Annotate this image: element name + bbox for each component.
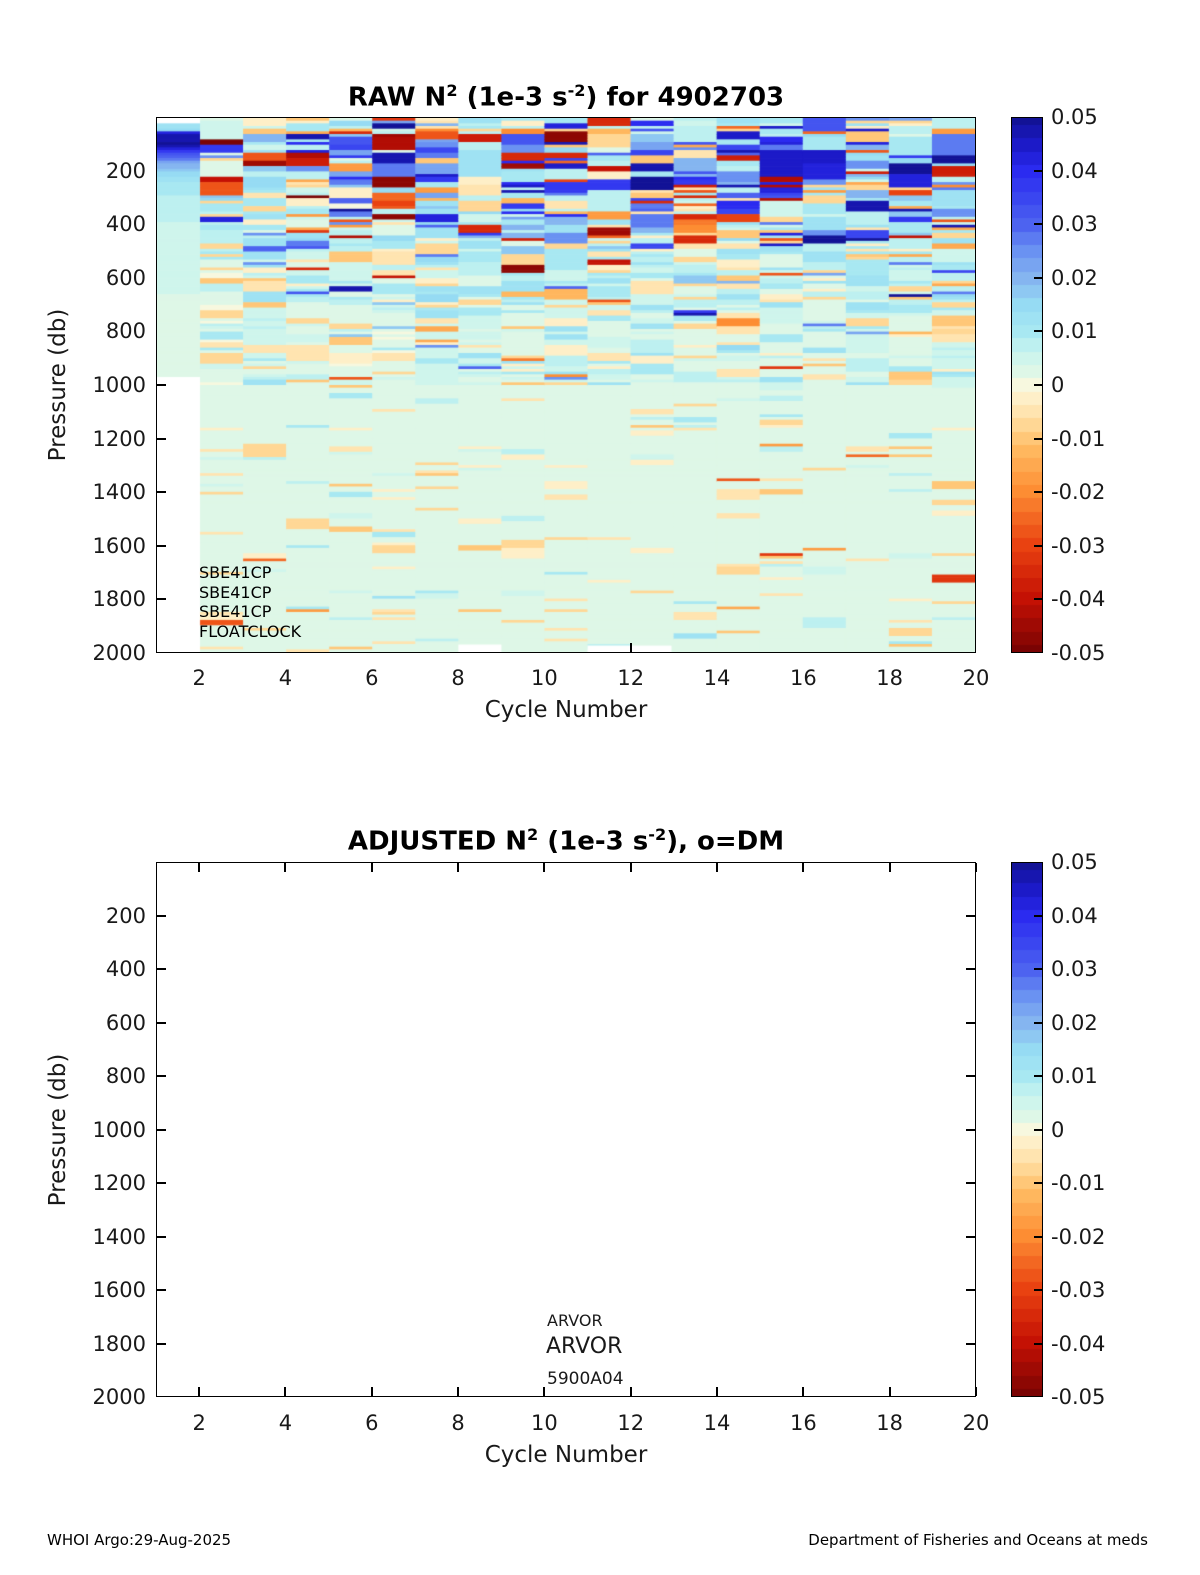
colorbar-tick — [1034, 1289, 1042, 1291]
colorbar-tick-label: 0.05 — [1051, 105, 1098, 129]
y-tick-label: 800 — [105, 319, 146, 344]
x-tick-label: 18 — [876, 666, 904, 690]
footer-left-credit: WHOI Argo:29-Aug-2025 — [47, 1531, 232, 1549]
axis-tick — [966, 1075, 975, 1077]
axis-tick — [457, 863, 459, 872]
y-tick-label: 200 — [105, 158, 146, 183]
axis-tick — [284, 863, 286, 872]
colorbar-tick-label: 0.04 — [1051, 903, 1098, 928]
colorbar-tick-label: 0.04 — [1051, 158, 1098, 183]
annotation-line: SBE41CP — [199, 582, 272, 602]
colorbar-tick-label: 0.02 — [1051, 265, 1098, 290]
colorbar-tick-label: 0.02 — [1051, 1010, 1098, 1035]
adjusted-float-type-small: ARVOR — [547, 1311, 603, 1330]
colorbar-tick — [1034, 438, 1042, 440]
axis-tick — [157, 384, 166, 386]
colorbar-tick — [1034, 915, 1042, 917]
axis-tick — [966, 1022, 975, 1024]
axis-tick — [975, 1387, 977, 1396]
adjusted-chart-title — [156, 820, 976, 857]
axis-tick — [966, 1129, 975, 1131]
colorbar-tick-label: 0.03 — [1051, 212, 1098, 237]
colorbar-tick-label: -0.01 — [1051, 426, 1106, 451]
title-text: (1e-3 s — [457, 82, 568, 113]
x-tick-label: 6 — [365, 1411, 379, 1435]
axis-tick — [543, 1387, 545, 1396]
colorbar-tick — [1034, 1129, 1042, 1131]
axis-tick — [716, 863, 718, 872]
colorbar-tick — [1034, 223, 1042, 225]
y-tick-label: 1600 — [92, 1278, 146, 1302]
axis-tick — [157, 1182, 166, 1184]
y-tick-label: 400 — [105, 212, 146, 237]
colorbar-tick — [1034, 384, 1042, 386]
axis-tick — [457, 1387, 459, 1396]
x-tick-label: 16 — [789, 1411, 817, 1435]
x-tick-label: 18 — [876, 1411, 904, 1435]
colorbar-tick — [1034, 1343, 1042, 1345]
adjusted-float-type-large: ARVOR — [546, 1334, 623, 1359]
axis-tick — [157, 1289, 166, 1291]
annotation-line: SBE41CP — [199, 602, 272, 621]
y-tick-label: 1000 — [92, 373, 146, 397]
axis-tick — [543, 863, 545, 872]
raw-x-axis-label: Cycle Number — [484, 697, 648, 723]
colorbar-tick-label: -0.05 — [1051, 641, 1106, 665]
raw-chart-title — [156, 76, 976, 113]
axis-tick — [157, 1022, 166, 1024]
axis-tick — [966, 915, 975, 917]
colorbar-tick-label: -0.04 — [1051, 1331, 1106, 1356]
x-tick-label: 20 — [962, 666, 990, 690]
axis-tick — [157, 545, 166, 547]
colorbar-tick — [1034, 1182, 1042, 1184]
axis-tick — [975, 863, 977, 872]
axis-tick — [966, 1182, 975, 1184]
title-text: RAW N — [347, 82, 447, 113]
title-text: ADJUSTED N — [347, 826, 527, 857]
adjusted-x-axis-label: Cycle Number — [484, 1442, 648, 1468]
x-tick-label: 12 — [617, 1411, 645, 1435]
y-tick-label: 1000 — [92, 1117, 146, 1142]
axis-tick — [371, 1387, 373, 1396]
x-tick-label: 4 — [278, 666, 293, 690]
colorbar-tick-label: -0.05 — [1051, 1385, 1106, 1409]
colorbar-tick — [1034, 1236, 1042, 1238]
x-tick-label: 10 — [531, 1411, 558, 1435]
x-tick-label: 2 — [192, 666, 206, 690]
axis-tick — [371, 863, 373, 872]
axis-tick — [157, 438, 166, 440]
title-text: (1e-3 s — [538, 826, 649, 857]
colorbar-tick — [1034, 545, 1042, 547]
y-tick-label: 2000 — [92, 1385, 146, 1409]
annotation-line: FLOATCLOCK — [199, 621, 302, 641]
x-tick-label: 6 — [365, 666, 379, 690]
annotation-line: SBE41CP — [199, 563, 272, 582]
x-tick-label: 16 — [789, 666, 817, 690]
x-tick-label: 2 — [192, 1411, 206, 1435]
colorbar-tick — [1034, 491, 1042, 493]
axis-tick — [157, 598, 166, 600]
y-tick-label: 600 — [105, 265, 146, 290]
raw-sensor-annotations — [199, 563, 301, 641]
x-tick-label: 10 — [531, 666, 558, 690]
colorbar-tick — [1034, 968, 1042, 970]
colorbar-tick-label: -0.03 — [1051, 533, 1106, 558]
axis-tick — [630, 643, 632, 652]
axis-tick — [966, 1343, 975, 1345]
y-tick-label: 200 — [105, 903, 146, 928]
colorbar-tick — [1034, 277, 1042, 279]
x-tick-label: 4 — [278, 1411, 293, 1435]
title-superscript: 2 — [526, 825, 539, 844]
y-tick-label: 1200 — [92, 426, 146, 451]
colorbar-tick-label: -0.03 — [1051, 1278, 1106, 1302]
axis-tick — [157, 1236, 166, 1238]
axis-tick — [198, 863, 200, 872]
colorbar-tick-label: 0.01 — [1051, 1064, 1098, 1088]
x-tick-label: 12 — [617, 666, 645, 690]
y-tick-label: 1400 — [92, 1224, 146, 1249]
y-tick-label: 800 — [105, 1064, 146, 1088]
axis-tick — [157, 968, 166, 970]
axis-tick — [802, 863, 804, 872]
colorbar-tick-label: 0.03 — [1051, 957, 1098, 981]
y-tick-label: 1800 — [92, 1331, 146, 1356]
x-tick-label: 8 — [451, 666, 465, 690]
axis-tick — [157, 1343, 166, 1345]
title-superscript: 2 — [446, 81, 458, 100]
adjusted-float-model: 5900A04 — [547, 1369, 624, 1389]
axis-tick — [284, 1387, 286, 1396]
colorbar-tick-label: 0 — [1051, 1117, 1065, 1142]
axis-tick — [157, 1129, 166, 1131]
y-tick-label: 1200 — [92, 1171, 146, 1195]
colorbar-tick — [1034, 1022, 1042, 1024]
title-text: ), o=DM — [666, 826, 785, 857]
colorbar-tick — [1034, 170, 1042, 172]
footer-right-credit: Department of Fisheries and Oceans at meds — [808, 1531, 1148, 1549]
y-tick-label: 400 — [105, 957, 146, 981]
colorbar-tick-label: -0.02 — [1051, 480, 1106, 505]
raw-y-axis-label: Pressure (db) — [45, 308, 71, 462]
y-tick-label: 600 — [105, 1010, 146, 1035]
x-tick-label: 14 — [703, 1411, 731, 1435]
x-tick-label: 8 — [451, 1411, 465, 1435]
colorbar-tick — [1034, 598, 1042, 600]
axis-tick — [889, 1387, 891, 1396]
colorbar-tick-label: 0.01 — [1051, 319, 1098, 344]
colorbar-tick-label: -0.01 — [1051, 1171, 1106, 1195]
title-superscript: -2 — [567, 81, 586, 100]
axis-tick — [966, 1289, 975, 1291]
axis-tick — [157, 1075, 166, 1077]
colorbar-tick — [1034, 1075, 1042, 1077]
axis-tick — [802, 1387, 804, 1396]
axis-tick — [198, 1387, 200, 1396]
axis-tick — [966, 1236, 975, 1238]
axis-tick — [157, 915, 166, 917]
adjusted-y-axis-label: Pressure (db) — [45, 1053, 71, 1207]
colorbar-tick-label: -0.02 — [1051, 1224, 1106, 1249]
y-tick-label: 2000 — [92, 641, 146, 665]
colorbar-tick — [1034, 330, 1042, 332]
axis-tick — [157, 491, 166, 493]
colorbar-tick-label: -0.04 — [1051, 587, 1106, 612]
axis-tick — [630, 1387, 632, 1396]
axis-tick — [889, 863, 891, 872]
colorbar-tick-label: 0 — [1051, 373, 1065, 397]
colorbar-tick-label: 0.05 — [1051, 850, 1098, 874]
title-text: ) for 4902703 — [585, 82, 785, 113]
axis-tick — [966, 968, 975, 970]
x-tick-label: 20 — [962, 1411, 990, 1435]
axis-tick — [630, 863, 632, 872]
title-superscript: -2 — [648, 825, 667, 844]
axis-tick — [716, 1387, 718, 1396]
y-tick-label: 1800 — [92, 587, 146, 612]
x-tick-label: 14 — [703, 666, 731, 690]
y-tick-label: 1400 — [92, 480, 146, 505]
y-tick-label: 1600 — [92, 533, 146, 558]
